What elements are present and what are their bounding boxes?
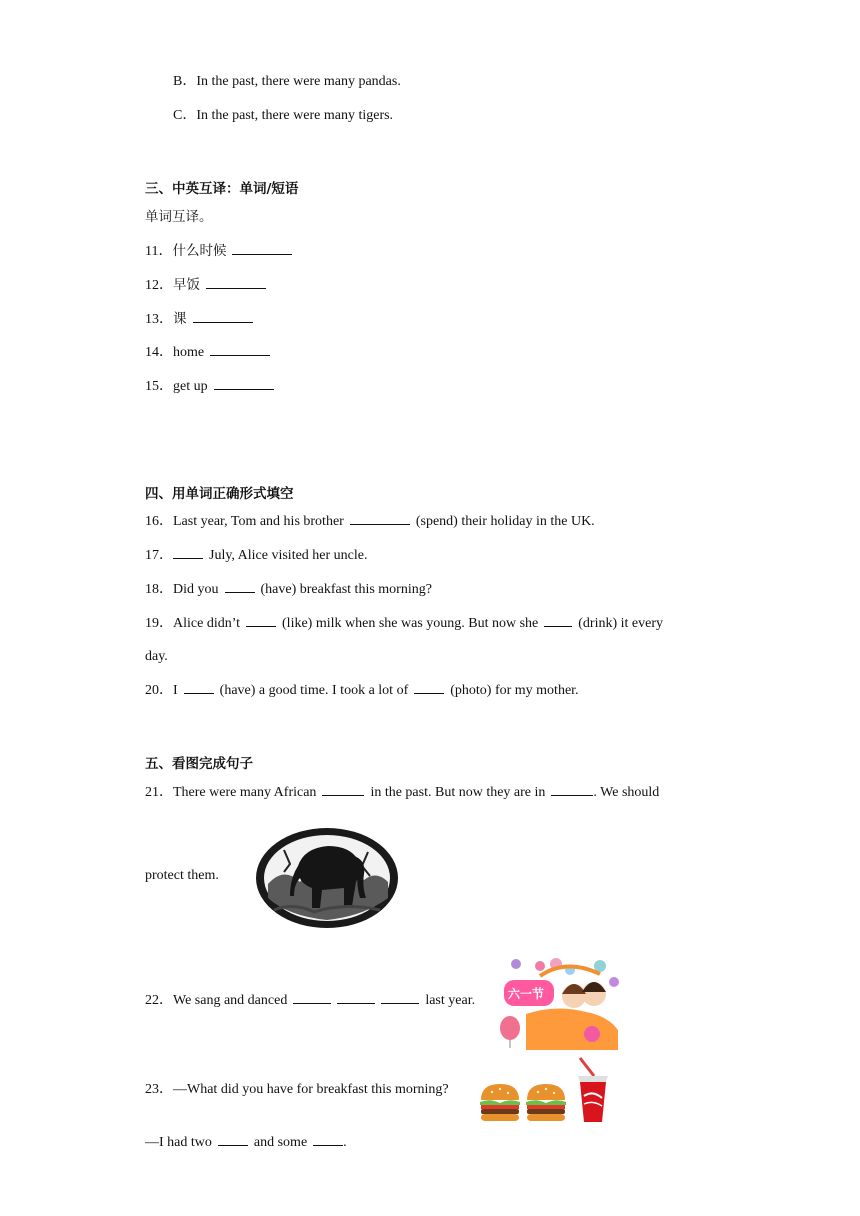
question-22: 22．We sang and danced last year. [145, 993, 476, 1008]
option-c: C．In the past, there were many tigers. [173, 108, 394, 123]
section3-instruction: 单词互译。 [145, 209, 213, 225]
answer-blank[interactable] [313, 1133, 343, 1146]
festival-text: 六一节 [508, 987, 545, 1001]
question-21: 21．There were many African in the past. But now they are in . We should [145, 785, 660, 800]
answer-blank[interactable] [225, 580, 255, 593]
question-12: 12．早饭 [145, 276, 272, 295]
hamburger-icon [524, 1080, 568, 1124]
section5-title: 五、看图完成句子 [145, 756, 253, 772]
answer-blank[interactable] [381, 991, 419, 1004]
answer-blank[interactable] [184, 681, 214, 694]
elephant-picture [254, 826, 400, 930]
answer-blank[interactable] [210, 343, 270, 356]
question-20: 20．I (have) a good time. I took a lot of (photo) for my mother. [145, 683, 579, 698]
childrens-day-picture [496, 954, 620, 1050]
answer-blank[interactable] [414, 681, 444, 694]
hamburger-icon [478, 1080, 522, 1124]
question-19-cont: day. [145, 649, 168, 664]
question-23: 23．—What did you have for breakfast this morning? [145, 1082, 449, 1097]
question-23-answer: —I had two and some . [145, 1135, 347, 1150]
answer-blank[interactable] [350, 512, 410, 525]
question-19: 19．Alice didn’t (like) milk when she was young. But now she (drink) it every [145, 616, 664, 631]
question-17: 17． July, Alice visited her uncle. [145, 548, 368, 563]
answer-blank[interactable] [206, 276, 266, 289]
question-13: 13．课 [145, 310, 259, 329]
option-b: B．In the past, there were many pandas. [173, 74, 401, 89]
question-21-cont: protect them. [145, 868, 219, 883]
question-14: 14．home [145, 343, 276, 362]
answer-blank[interactable] [218, 1133, 248, 1146]
answer-blank[interactable] [293, 991, 331, 1004]
cola-icon [574, 1056, 612, 1124]
section3-title: 三、中英互译：单词/短语 [145, 181, 299, 197]
question-16: 16．Last year, Tom and his brother (spend) their holiday in the UK. [145, 514, 595, 529]
question-15: 15．get up [145, 377, 280, 396]
answer-blank[interactable] [544, 614, 572, 627]
answer-blank[interactable] [232, 242, 292, 255]
answer-blank[interactable] [173, 546, 203, 559]
answer-blank[interactable] [322, 783, 364, 796]
answer-blank[interactable] [551, 783, 593, 796]
question-18: 18．Did you (have) breakfast this morning? [145, 582, 432, 597]
question-11: 11．什么时候 [145, 242, 298, 261]
answer-blank[interactable] [193, 310, 253, 323]
answer-blank[interactable] [337, 991, 375, 1004]
answer-blank[interactable] [214, 377, 274, 390]
answer-blank[interactable] [246, 614, 276, 627]
section4-title: 四、用单词正确形式填空 [145, 486, 294, 502]
